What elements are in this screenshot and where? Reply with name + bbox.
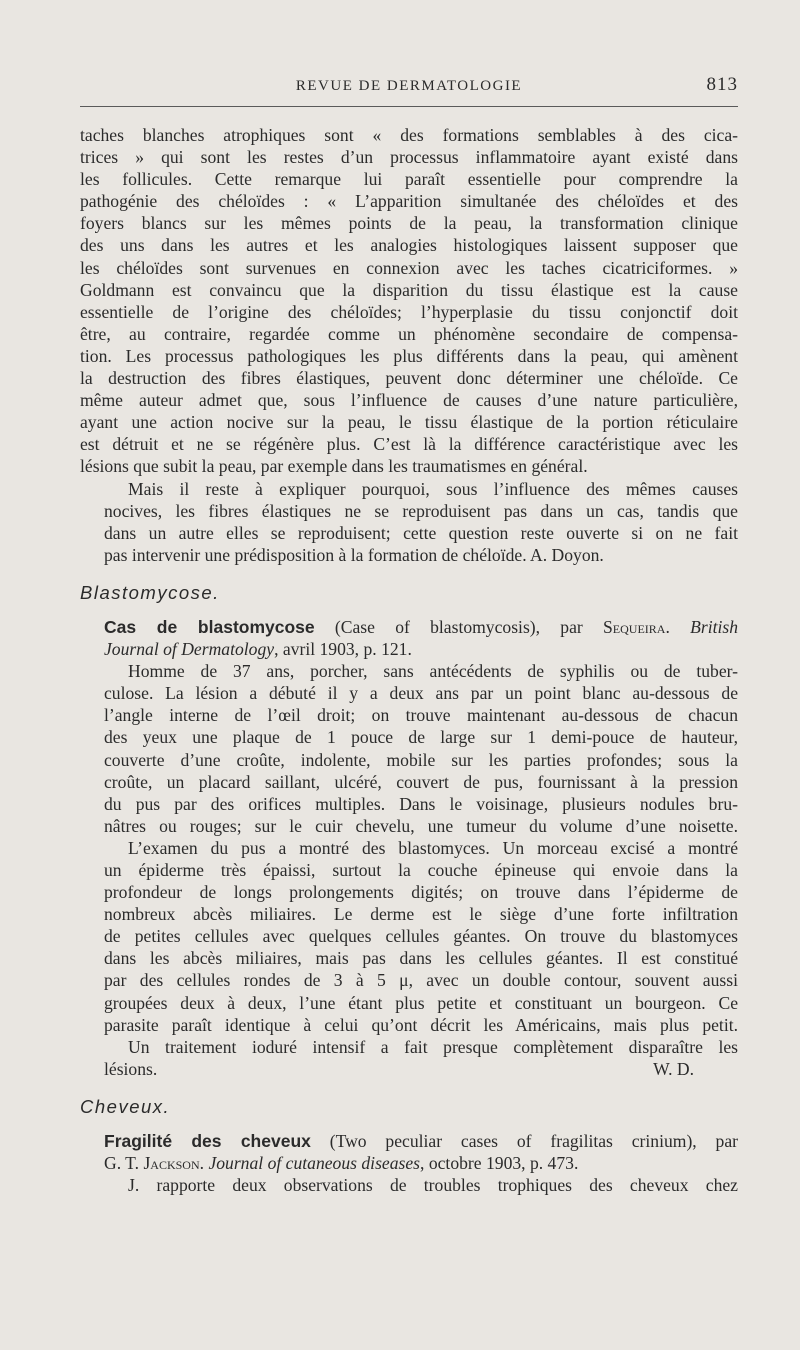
entry-heading-cheveux (80, 1130, 738, 1152)
running-head (80, 74, 738, 100)
header-rule (80, 106, 738, 107)
text-line: tion. Les processus pathologiques les plus différents dans la peau, qui amènent (80, 345, 738, 366)
entry-heading-blastomycose (80, 616, 738, 638)
text-line: Goldmann est convaincu que la disparition du tissu élastique est la cause (80, 279, 738, 300)
paragraph-case-description-cont (80, 682, 738, 837)
text-line: essentielle de l’origine des chéloïdes; l’hyperplasie du tissu conjonctif doit (80, 301, 738, 322)
entry-title: Cas de blastomycose (104, 616, 315, 637)
entry-heading-blastomycose-cont (80, 638, 738, 660)
section-title-blastomycose: Blastomycose. (80, 581, 220, 603)
section-title-cheveux: Cheveux. (80, 1095, 171, 1117)
entry-journal: Journal of Dermatology (104, 639, 275, 660)
entry-punctuation: . (199, 1153, 209, 1174)
text-line: J. rapporte deux observations de troubles trophiques des cheveux chez (128, 1175, 738, 1196)
signature-line (80, 1058, 738, 1080)
text-line: les chéloïdes sont survenues en connexion avec les taches cicatriciformes. » (80, 257, 738, 278)
paragraph-examination (80, 837, 738, 859)
paragraph-keloid-conclusion-cont (80, 500, 738, 566)
text-line: de petites cellules avec quelques cellules géantes. On trouve du blastomyces (104, 926, 738, 947)
text-line: des yeux une plaque de 1 pouce de large sur 1 demi-pouce de hauteur, (104, 727, 738, 748)
text-line: groupées deux à deux, l’une étant plus petite et constituant un bourgeon. Ce (104, 992, 738, 1013)
entry-journal: British (690, 616, 738, 637)
text-line: un épiderme très épaissi, surtout la couche épineuse qui envoie dans la (104, 860, 738, 880)
text-line: parasite paraît identique à celui qu’ont décrit les Américains, mais plus petit. (104, 1014, 738, 1035)
entry-reference: , octobre 1903, p. 473. (420, 1153, 579, 1174)
text-line: l’angle interne de l’œil droit; on trouve maintenant au-dessous de chacun (104, 705, 738, 726)
entry-title: Fragilité des cheveux (104, 1131, 311, 1152)
paragraph-treatment (80, 1036, 738, 1058)
text-line: dans les abcès miliaires, mais pas dans les cellules géantes. Il est constitué (104, 948, 738, 969)
page-number: 813 (706, 74, 738, 95)
paragraph-case-description (80, 660, 738, 682)
text-line: nocives, les fibres élastiques ne se reproduisent pas dans un cas, tandis que (104, 500, 738, 521)
text-line: nâtres ou rouges; sur le cuir chevelu, une tumeur du volume d’une noisette. (104, 815, 738, 836)
text-line: du pus par des orifices multiples. Dans le voisinage, plusieurs nodules bru- (104, 793, 738, 814)
entry-author: Jackson (143, 1153, 200, 1174)
paragraph-jackson (80, 1174, 738, 1196)
paragraph-keloid-continued (80, 124, 738, 478)
text-line: Homme de 37 ans, porcher, sans antécédents de syphilis ou de tuber- (128, 661, 738, 682)
text-line: culose. La lésion a débuté il y a deux ans par un point blanc au-dessous de (104, 683, 738, 704)
entry-journal: Journal of cutaneous diseases (208, 1153, 421, 1174)
entry-punctuation: . (665, 616, 691, 637)
text-line: les follicules. Cette remarque lui paraît essentielle pour comprendre la (80, 169, 738, 190)
entry-reference: , avril 1903, p. 121. (274, 639, 412, 660)
text-line: Un traitement ioduré intensif a fait presque complètement disparaître les (128, 1036, 738, 1057)
entry-reference: (Case of blastomycosis), par (314, 616, 603, 637)
text-line: lésions. (104, 1058, 158, 1079)
text-line: profondeur de longs prolongements digités; on trouve dans l’épiderme de (104, 882, 738, 903)
text-line: pathogénie des chéloïdes : « L’apparition simultanée des chéloïdes et des (80, 191, 738, 212)
text-line: même auteur admet que, sous l’influence de causes d’une nature particulière, (80, 390, 738, 411)
text-line: Mais il reste à expliquer pourquoi, sous l’influence des mêmes causes (128, 478, 738, 499)
entry-author: Sequeira (603, 616, 666, 637)
entry-heading-cheveux-cont (80, 1152, 738, 1174)
text-line: est détruit et ne se régénère plus. C’est là la différence caractéristique avec les (80, 434, 738, 455)
text-line: ayant une action nocive sur la peau, le tissu élastique de la portion réticulaire (80, 412, 738, 433)
author-signature: W. D. (653, 1058, 694, 1079)
text-line: croûte, un placard saillant, ulcéré, couvert de pus, fournissant à la pression (104, 771, 738, 792)
text-line: trices » qui sont les restes d’un processus inflammatoire ayant existé dans (80, 147, 738, 168)
text-line: être, au contraire, regardée comme un phénomène secondaire de compensa- (80, 323, 738, 344)
text-line: pas intervenir une prédisposition à la formation de chéloïde. A. Doyon. (104, 544, 604, 565)
text-line: des uns dans les autres et les analogies histologiques laissent supposer que (80, 235, 738, 256)
text-line: couverte d’une croûte, indolente, mobile sur les parties profondes; sous la (104, 749, 738, 770)
text-line: nombreux abcès miliaires. Le derme est le siège d’une forte infiltration (104, 904, 738, 925)
text-line: L’examen du pus a montré des blastomyces. Un morceau excisé a montré (128, 837, 738, 858)
paragraph-examination-cont (80, 859, 738, 1036)
text-line: lésions que subit la peau, par exemple dans les traumatismes en général. (80, 456, 588, 477)
text-line: foyers blancs sur les mêmes points de la peau, la transformation clinique (80, 213, 738, 234)
paragraph-keloid-conclusion (80, 478, 738, 500)
text-line: taches blanches atrophiques sont « des formations semblables à des cica- (80, 125, 738, 145)
paragraph-treatment-cont (80, 1058, 738, 1080)
running-title: REVUE DE DERMATOLOGIE (295, 78, 523, 94)
entry-reference: (Two peculiar cases of fragilitas crinium), par (310, 1131, 739, 1152)
entry-author-initials: G. T. (104, 1153, 144, 1174)
body-text (80, 124, 738, 1196)
text-line: par des cellules rondes de 3 à 5 μ, avec un double contour, souvent aussi (104, 970, 738, 991)
text-line: la destruction des fibres élastiques, peuvent donc déterminer une chéloïde. Ce (80, 368, 738, 389)
text-line: dans un autre elles se reproduisent; cette question reste ouverte si on ne fait (104, 522, 738, 543)
